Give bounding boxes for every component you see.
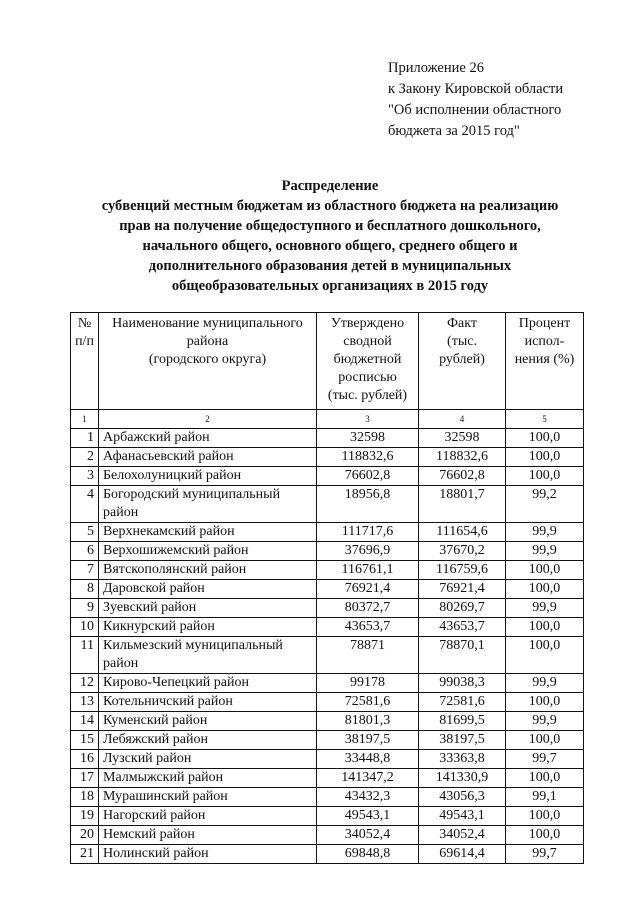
table-row [71, 731, 584, 750]
appendix-reference [388, 58, 628, 142]
execution-percent: 100,0 [506, 826, 584, 845]
title-line: прав на получение общедоступного и бесплатного дошкольного, [119, 218, 541, 234]
header-line: п/п [75, 334, 94, 349]
district-name: Богородский муниципальный район [99, 486, 317, 523]
column-number: 2 [99, 410, 317, 429]
row-number: 1 [71, 429, 99, 448]
table-row [71, 712, 584, 731]
approved-amount: 116761,1 [317, 561, 419, 580]
execution-percent: 99,9 [506, 674, 584, 693]
table-row [71, 826, 584, 845]
header-line: нения (%) [514, 352, 575, 367]
approved-amount: 81801,3 [317, 712, 419, 731]
district-name: Котельничский район [99, 693, 317, 712]
header-line: № [77, 316, 92, 331]
district-name: Даровской район [99, 580, 317, 599]
header-line: (городского округа) [148, 352, 267, 367]
table-row [71, 750, 584, 769]
row-number: 11 [71, 637, 99, 674]
table-row [71, 448, 584, 467]
execution-percent: 100,0 [506, 580, 584, 599]
fact-amount: 116759,6 [419, 561, 506, 580]
table-row [71, 674, 584, 693]
row-number: 3 [71, 467, 99, 486]
table-row [71, 429, 584, 448]
header-line: района [186, 334, 229, 349]
row-number: 4 [71, 486, 99, 523]
district-name: Лебяжский район [99, 731, 317, 750]
title-line: начального общего, основного общего, среднего общего и [142, 238, 518, 254]
district-name: Арбажский район [99, 429, 317, 448]
header-line: Процент [518, 316, 571, 331]
execution-percent: 99,9 [506, 523, 584, 542]
execution-percent: 99,7 [506, 750, 584, 769]
row-number: 16 [71, 750, 99, 769]
document-title [60, 176, 600, 296]
row-number: 19 [71, 807, 99, 826]
approved-amount: 76602,8 [317, 467, 419, 486]
approved-amount: 32598 [317, 429, 419, 448]
approved-amount: 49543,1 [317, 807, 419, 826]
approved-amount: 72581,6 [317, 693, 419, 712]
table-row [71, 561, 584, 580]
execution-percent: 100,0 [506, 448, 584, 467]
fact-amount: 118832,6 [419, 448, 506, 467]
fact-amount: 80269,7 [419, 599, 506, 618]
table-row [71, 807, 584, 826]
appendix-line: "Об исполнении областного [388, 102, 562, 118]
header-line: испол- [524, 334, 565, 349]
district-name: Нагорский район [99, 807, 317, 826]
fact-amount: 69614,4 [419, 845, 506, 864]
table-row [71, 523, 584, 542]
row-number: 18 [71, 788, 99, 807]
district-name: Кикнурский район [99, 618, 317, 637]
table-row [71, 618, 584, 637]
row-number: 13 [71, 693, 99, 712]
execution-percent: 100,0 [506, 429, 584, 448]
table-row [71, 769, 584, 788]
header-line: рублей) [439, 352, 485, 367]
district-name: Вятскополянский район [99, 561, 317, 580]
row-number: 14 [71, 712, 99, 731]
fact-amount: 72581,6 [419, 693, 506, 712]
district-name: Нолинский район [99, 845, 317, 864]
execution-percent: 100,0 [506, 807, 584, 826]
execution-percent: 100,0 [506, 467, 584, 486]
header-line: (тыс. рублей) [327, 388, 408, 403]
approved-amount: 43432,3 [317, 788, 419, 807]
district-name: Куменский район [99, 712, 317, 731]
title-line: дополнительного образования детей в муниципальных [148, 258, 512, 274]
approved-amount: 76921,4 [317, 580, 419, 599]
column-number: 1 [71, 410, 99, 429]
appendix-line: Приложение 26 [388, 60, 484, 76]
fact-amount: 141330,9 [419, 769, 506, 788]
row-number: 15 [71, 731, 99, 750]
execution-percent: 99,1 [506, 788, 584, 807]
table-row [71, 845, 584, 864]
fact-amount: 18801,7 [419, 486, 506, 523]
column-number: 3 [317, 410, 419, 429]
header-num [71, 313, 99, 410]
table-row [71, 693, 584, 712]
fact-amount: 32598 [419, 429, 506, 448]
approved-amount: 33448,8 [317, 750, 419, 769]
district-name: Кирово-Чепецкий район [99, 674, 317, 693]
header-approved [317, 313, 419, 410]
fact-amount: 78870,1 [419, 637, 506, 674]
table-header-row [71, 313, 584, 410]
fact-amount: 76602,8 [419, 467, 506, 486]
execution-percent: 99,7 [506, 845, 584, 864]
column-number-row [71, 410, 584, 429]
district-name: Мурашинский район [99, 788, 317, 807]
table-row [71, 580, 584, 599]
row-number: 5 [71, 523, 99, 542]
fact-amount: 38197,5 [419, 731, 506, 750]
district-name: Кильмезский муниципальный район [99, 637, 317, 674]
approved-amount: 78871 [317, 637, 419, 674]
fact-amount: 81699,5 [419, 712, 506, 731]
execution-percent: 99,9 [506, 542, 584, 561]
appendix-line: к Закону Кировской области [388, 81, 564, 97]
title-line: субвенций местным бюджетам из областного бюджета на реализацию [101, 198, 559, 214]
header-percent [506, 313, 584, 410]
row-number: 12 [71, 674, 99, 693]
execution-percent: 100,0 [506, 561, 584, 580]
execution-percent: 100,0 [506, 618, 584, 637]
row-number: 6 [71, 542, 99, 561]
fact-amount: 33363,8 [419, 750, 506, 769]
table-row [71, 637, 584, 674]
district-name: Малмыжский район [99, 769, 317, 788]
approved-amount: 37696,9 [317, 542, 419, 561]
header-line: бюджетной [333, 352, 402, 367]
row-number: 2 [71, 448, 99, 467]
approved-amount: 69848,8 [317, 845, 419, 864]
approved-amount: 38197,5 [317, 731, 419, 750]
row-number: 21 [71, 845, 99, 864]
table-row [71, 599, 584, 618]
district-name: Верхошижемский район [99, 542, 317, 561]
header-line: сводной [343, 334, 392, 349]
fact-amount: 111654,6 [419, 523, 506, 542]
execution-percent: 100,0 [506, 769, 584, 788]
fact-amount: 49543,1 [419, 807, 506, 826]
header-line: (тыс. [447, 334, 477, 349]
execution-percent: 99,9 [506, 712, 584, 731]
approved-amount: 141347,2 [317, 769, 419, 788]
header-fact [419, 313, 506, 410]
approved-amount: 34052,4 [317, 826, 419, 845]
approved-amount: 80372,7 [317, 599, 419, 618]
header-name [99, 313, 317, 410]
column-number: 4 [419, 410, 506, 429]
district-name: Верхнекамский район [99, 523, 317, 542]
district-name: Немский район [99, 826, 317, 845]
header-line: Утверждено [330, 316, 405, 331]
fact-amount: 37670,2 [419, 542, 506, 561]
fact-amount: 43653,7 [419, 618, 506, 637]
approved-amount: 43653,7 [317, 618, 419, 637]
table-body [71, 429, 584, 864]
row-number: 9 [71, 599, 99, 618]
row-number: 10 [71, 618, 99, 637]
execution-percent: 100,0 [506, 731, 584, 750]
fact-amount: 76921,4 [419, 580, 506, 599]
row-number: 17 [71, 769, 99, 788]
approved-amount: 99178 [317, 674, 419, 693]
approved-amount: 18956,8 [317, 486, 419, 523]
approved-amount: 111717,6 [317, 523, 419, 542]
district-name: Зуевский район [99, 599, 317, 618]
header-line: Факт [446, 316, 477, 331]
title-line: общеобразовательных организациях в 2015 году [171, 278, 489, 294]
district-name: Афанасьевский район [99, 448, 317, 467]
fact-amount: 43056,3 [419, 788, 506, 807]
table-row [71, 467, 584, 486]
header-line: Наименование муниципального [112, 316, 303, 331]
execution-percent: 100,0 [506, 693, 584, 712]
table-row [71, 542, 584, 561]
table-row [71, 788, 584, 807]
row-number: 20 [71, 826, 99, 845]
row-number: 7 [71, 561, 99, 580]
appendix-line: бюджета за 2015 год" [388, 123, 520, 139]
execution-percent: 99,2 [506, 486, 584, 523]
approved-amount: 118832,6 [317, 448, 419, 467]
header-line: росписью [338, 370, 397, 385]
district-name: Лузский район [99, 750, 317, 769]
fact-amount: 34052,4 [419, 826, 506, 845]
fact-amount: 99038,3 [419, 674, 506, 693]
table-row [71, 486, 584, 523]
title-line: Распределение [281, 178, 379, 194]
execution-percent: 100,0 [506, 637, 584, 674]
row-number: 8 [71, 580, 99, 599]
execution-percent: 99,9 [506, 599, 584, 618]
subvention-table [70, 312, 584, 864]
column-number: 5 [506, 410, 584, 429]
district-name: Белохолуницкий район [99, 467, 317, 486]
